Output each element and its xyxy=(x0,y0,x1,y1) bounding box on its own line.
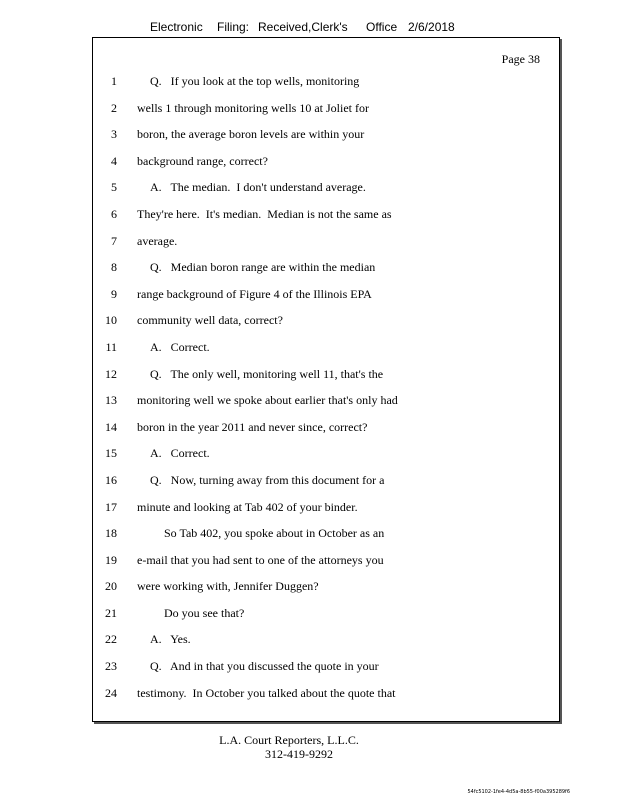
line-number: 18 xyxy=(105,526,117,541)
header-date: 2/6/2018 xyxy=(408,20,455,34)
transcript-line xyxy=(93,500,559,527)
line-number: 6 xyxy=(111,206,117,221)
line-text: testimony. In October you talked about the quote that xyxy=(137,685,396,700)
line-text: range background of Figure 4 of the Illinois EPA xyxy=(137,286,372,301)
transcript-line xyxy=(93,606,559,633)
line-text: boron in the year 2011 and never since, correct? xyxy=(137,419,368,434)
transcript-line xyxy=(93,632,559,659)
line-number: 4 xyxy=(111,153,117,168)
line-number: 10 xyxy=(105,313,117,328)
line-text: were working with, Jennifer Duggen? xyxy=(137,579,319,594)
line-text: Q. Median boron range are within the median xyxy=(150,260,376,275)
line-number: 14 xyxy=(105,419,117,434)
line-text: e-mail that you had sent to one of the attorneys you xyxy=(137,552,384,567)
line-number: 17 xyxy=(105,499,117,514)
line-number: 15 xyxy=(105,446,117,461)
line-text: A. Correct. xyxy=(150,446,210,461)
header-office: Office xyxy=(366,20,398,34)
header-received: Received,Clerk's xyxy=(258,20,348,34)
transcript-lines xyxy=(93,74,559,712)
transcript-line xyxy=(93,420,559,447)
transcript-line xyxy=(93,553,559,580)
line-number: 2 xyxy=(111,100,117,115)
line-number: 5 xyxy=(111,180,117,195)
transcript-line xyxy=(93,180,559,207)
line-text: Q. Now, turning away from this document for a xyxy=(150,472,385,487)
line-text: background range, correct? xyxy=(137,153,268,168)
line-number: 12 xyxy=(105,366,117,381)
line-text: wells 1 through monitoring wells 10 at Joliet for xyxy=(137,100,369,115)
line-text: minute and looking at Tab 402 of your binder. xyxy=(137,499,358,514)
footer-company: L.A. Court Reporters, L.L.C. xyxy=(219,733,359,747)
transcript-line xyxy=(93,473,559,500)
transcript-line xyxy=(93,101,559,128)
line-text: They're here. It's median. Median is not the same as xyxy=(137,206,392,221)
line-text: Do you see that? xyxy=(164,605,245,620)
line-text: average. xyxy=(137,233,178,248)
line-number: 8 xyxy=(111,260,117,275)
page-number: Page 38 xyxy=(501,52,540,66)
line-number: 1 xyxy=(111,74,117,88)
line-text: Q. And in that you discussed the quote in your xyxy=(150,659,379,674)
line-number: 22 xyxy=(105,632,117,647)
electronic-filing-header xyxy=(0,20,618,36)
document-id: 54fc5102-1fe4-4d5a-8b55-f00a395289f6 xyxy=(467,789,570,795)
transcript-line xyxy=(93,234,559,261)
transcript-line xyxy=(93,393,559,420)
transcript-line xyxy=(93,526,559,553)
header-electronic: Electronic xyxy=(150,20,203,34)
line-text: A. The median. I don't understand average. xyxy=(150,180,366,195)
transcript-line xyxy=(93,367,559,394)
transcript-line xyxy=(93,260,559,287)
transcript-line xyxy=(93,127,559,154)
transcript-line xyxy=(93,659,559,686)
line-number: 20 xyxy=(105,579,117,594)
transcript-line xyxy=(93,446,559,473)
transcript-line xyxy=(93,579,559,606)
transcript-line xyxy=(93,340,559,367)
transcript-line xyxy=(93,287,559,314)
line-text: boron, the average boron levels are within your xyxy=(137,127,365,142)
line-text: A. Yes. xyxy=(150,632,191,647)
transcript-page xyxy=(92,37,560,722)
transcript-line xyxy=(93,74,559,101)
transcript-line xyxy=(93,207,559,234)
line-text: community well data, correct? xyxy=(137,313,283,328)
line-text: monitoring well we spoke about earlier that's only had xyxy=(137,393,398,408)
transcript-line xyxy=(93,154,559,181)
line-number: 16 xyxy=(105,472,117,487)
line-number: 11 xyxy=(105,339,117,354)
footer-phone: 312-419-9292 xyxy=(265,747,333,761)
header-filing: Filing: xyxy=(217,20,250,34)
line-text: A. Correct. xyxy=(150,339,210,354)
line-number: 19 xyxy=(105,552,117,567)
line-number: 9 xyxy=(111,286,117,301)
line-text: Q. If you look at the top wells, monitoring xyxy=(150,74,360,88)
line-number: 7 xyxy=(111,233,117,248)
transcript-line xyxy=(93,313,559,340)
transcript-line xyxy=(93,686,559,713)
line-number: 21 xyxy=(105,605,117,620)
line-number: 23 xyxy=(105,659,117,674)
line-number: 24 xyxy=(105,685,117,700)
line-text: Q. The only well, monitoring well 11, that's the xyxy=(150,366,384,381)
line-number: 13 xyxy=(105,393,117,408)
line-text: So Tab 402, you spoke about in October as an xyxy=(164,526,385,541)
line-number: 3 xyxy=(111,127,117,142)
